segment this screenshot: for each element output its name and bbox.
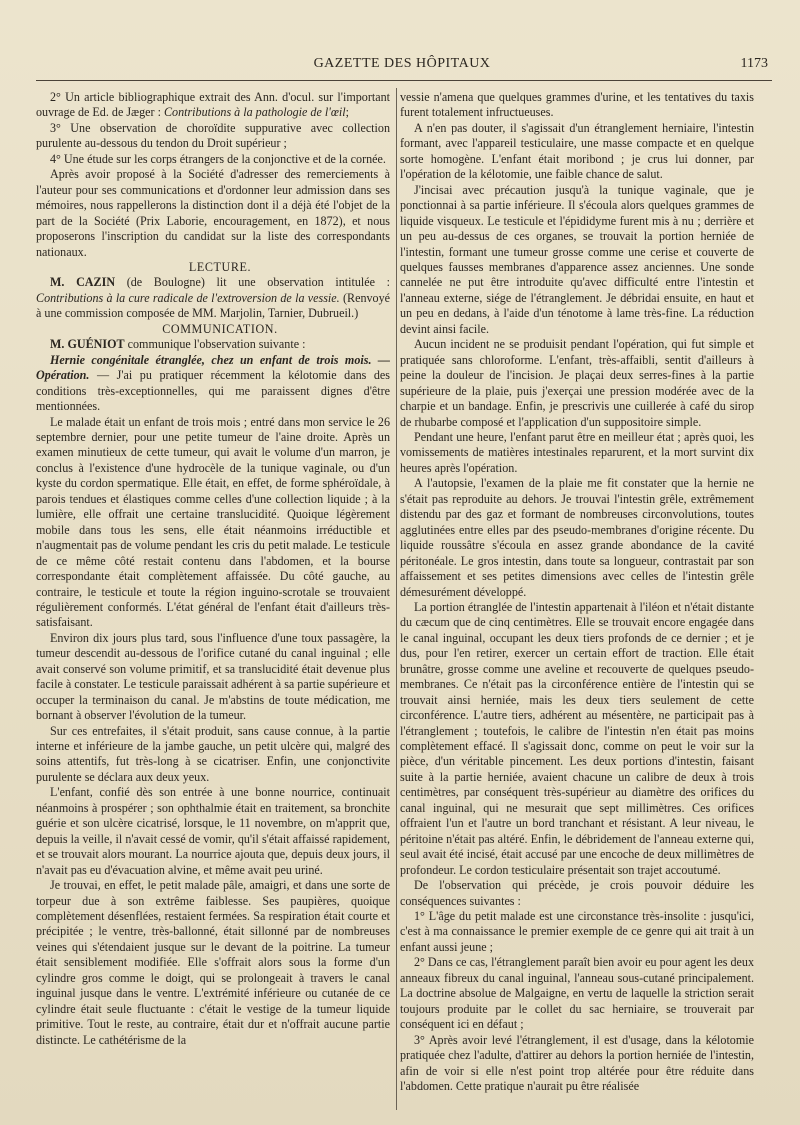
page-header (34, 56, 770, 78)
author-name: M. GUÉNIOT (50, 337, 125, 352)
running-title: GAZETTE DES HÔPITAUX (313, 56, 491, 71)
list-item: 1° L'âge du petit malade est une circonstance très-insolite : jusqu'ici, c'est à ma connaissance le premier exemple de ce genre qui ait trait à un enfant aussi jeune ; (400, 909, 754, 954)
list-item: 3° Une observation de choroïdite suppurative avec collection purulente au-dessous du tendon du Droit supérieur ; (36, 120, 390, 151)
paragraph: M. GUÉNIOT communique l'observation suivante : (50, 337, 306, 352)
list-item: 3° Après avoir levé l'étranglement, il est d'usage, dans la kélotomie pratiquée chez l'adulte, d'attirer au dehors la portion herniée de l'intestin, afin de voir si elle n'est point trop altérée pour être réduite dans l'abdomen. Cette pratique n'aurait pu être réalisée (400, 1032, 754, 1093)
paragraph: Sur ces entrefaites, il s'était produit, sans cause connue, à la partie interne et inférieure de la jambe gauche, un petit ulcère qui, malgré des soins attentifs, fut très-long à se cicatriser. Enfin, une conjonctivite purulente se déclara aux deux yeux. (36, 723, 390, 784)
paragraph: Pendant une heure, l'enfant parut être en meilleur état ; après quoi, les vomissements de matières intestinales reparurent, et la mort survint dix heures après l'opération. (400, 429, 754, 475)
paragraph: A n'en pas douter, il s'agissait d'un étranglement herniaire, l'intestin formant, avec l'appareil testiculaire, une masse compacte et en quelque sorte homogène. L'enfant était moribond ; je crus lui donner, par l'opération de la kélotomie, une faible chance de salut. (400, 120, 754, 182)
paragraph: J'incisai avec précaution jusqu'à la tunique vaginale, que je ponctionnai à sa partie inférieure. Il s'écoula alors quelques grammes de liquide visqueux. Le testicule et l'épididyme furent mis à nu ; derrière et un peu au-dessus de ces organes, se trouvait la portion herniée de l'intestin, formant une tumeur grosse comme une cerise et couverte de quelques fausses membranes d'apparence assez anciennes. Une sonde cannelée ne put être introduite qu'avec difficulté entre l'intestin et l'anneau externe, siége de l'étranglement. Je débridai ensuite, en haut et un peu en dedans, à l'aide d'un ténotome à lame très-fine. La réduction devint ainsi facile. (400, 182, 754, 336)
author-name: M. CAZIN (50, 275, 116, 290)
section-heading-communication: COMMUNICATION. (162, 321, 278, 336)
paragraph: Je trouvai, en effet, le petit malade pâle, amaigri, et dans une sorte de torpeur due à son extrême faiblesse. Ses paupières, quoique complètement désenflées, restaient fermées. Sa respiration était courte et précipitée ; le ventre, très-ballonné, était sillonné par de nombreuses veines qui s'étendaient jusque sur le devant de la poitrine. La tumeur était sensiblement modifiée. Elle s'offrait alors sous la forme d'un cylindre gros comme le doigt, qui se prolongeait à travers le canal inguinal jusque dans le ventre. L'extrémité inférieure ou cutanée de ce cylindre était seule fluctuante : c'était le vestige de la tumeur liquide primitive. Tout le reste, au contraire, était dur et n'offrait aucune partie distincte. Le cathétérisme de la (36, 878, 390, 1047)
article-title: Contributions à la cure radicale de l'extroversion de la vessie. (36, 290, 340, 305)
list-item: 4° Une étude sur les corps étrangers de la conjonctive et de la cornée. (50, 151, 386, 166)
paragraph: Aucun incident ne se produisit pendant l'opération, qui fut simple et pratiquée sans chloroforme. L'enfant, très-affaibli, sentit d'ailleurs à peine la douleur de l'incision. Je plaçai deux serres-fines à la partie supérieure de la plaie, puis j'exerçai une pression modérée avec de la charpie et un bandage. Enfin, je prescrivis une cuillerée à café du sirop de rhubarbe composé et l'application d'un suppositoire simple. (400, 337, 754, 429)
section-heading-lecture: LECTURE. (188, 259, 252, 274)
page-number: 1173 (740, 56, 768, 71)
header-rule (36, 80, 772, 81)
list-item: 2° Dans ce cas, l'étranglement paraît bien avoir eu pour agent les deux anneaux fibreux du canal inguinal, l'anneau sous-cutané principalement. La doctrine absolue de Malgaigne, en vertu de laquelle la striction serait toujours produite par le collet du sac herniaire, se trouverait par conséquent ici en défaut ; (400, 955, 754, 1032)
paragraph: La portion étranglée de l'intestin appartenait à l'iléon et n'était distante du cæcum que de cinq centimètres. Elle se trouvait encore engagée dans le canal inguinal, occupant les deux tiers profonds de ce dernier ; et je dus, pour l'en retirer, exercer un certain effort de traction. Elle était brunâtre, grosse comme une aveline et recouverte de quelques pseudo-membranes. Ce n'était pas la circonférence entière de l'intestin qui se trouvait ainsi herniée, mais les deux tiers seulement de cette circonférence. L'autre tiers, adhérent au mésentère, ne participait pas à l'étranglement ; toutefois, le calibre de l'intestin n'en était pas moins complètement effacé. Il s'agissait donc, comme on peut le voir sur la pièce, d'un véritable pincement. Les deux portions d'intestin, faisant suite à la partie herniée, avaient chacune un calibre de deux à trois centimètres, par conséquent très-supérieur au diamètre des orifices du canal inguinal, qui ne mesurait que sept millimètres. Ces orifices offraient l'un et l'autre un bord tranchant et résistant. A leur niveau, le péritoine n'était pas altéré. Enfin, le débridement de l'anneau externe qui, seul avait été incisé, était accusé par une encoche de deux millimètres de profondeur. Le cordon testiculaire présentait son trajet accoutumé. (400, 599, 754, 877)
paragraph: Environ dix jours plus tard, sous l'influence d'une toux passagère, la tumeur descendit au-dessous de l'orifice cutané du canal inguinal ; elle avait conservé son volume primitif, et sa translucidité était devenue plus facile à constater. Le testicule paraissait adhérent à sa partie supérieure et occuper la terminaison du canal. Je m'abstins de toute médication, me bornant à observer l'évolution de la tumeur. (36, 630, 390, 723)
paragraph: M. CAZIN (de Boulogne) lit une observation intitulée : Contributions à la cure radicale de l'extroversion de la vessie. (Renvoyé à une commission composée de MM. Marjolin, Tarnier, Dubrueil.) (36, 275, 390, 321)
paragraph: Le malade était un enfant de trois mois ; entré dans mon service le 26 septembre dernier, pour une petite tumeur de l'aine droite. Après un examen minutieux de cette tumeur, qui avait le volume d'un marron, je conclus à l'existence d'une hydrocèle de la tunique vaginale, ou d'un kyste du cordon spermatique. Elle était, en effet, de forme sphéroïdale, à parois tendues et élastiques comme celles d'une collection liquide ; à la lumière, elle offrait une certaine translucidité. Quoique légèrement mobile dans tous les sens, elle était néanmoins irréductible et n'augmentait pas de volume pendant les cris du petit malade. Le testicule de ce même côté restait contenu dans l'abdomen, et la bourse correspondante était complètement affaissée. Du côté gauche, au contraire, le testicule et toute la région inguino-scrotale se trouvaient régulièrement conformés. L'état général de l'enfant était d'ailleurs très-satisfaisant. (36, 414, 390, 630)
paragraph: Hernie congénitale étranglée, chez un enfant de trois mois. — Opération. — J'ai pu pratiquer récemment la kélotomie dans des conditions très-exceptionnelles, qui me paraissent dignes d'être mentionnées. (36, 352, 390, 414)
paragraph: De l'observation qui précède, je crois pouvoir déduire les conséquences suivantes : (400, 878, 754, 908)
left-column (36, 90, 390, 1110)
paragraph: Après avoir proposé à la Société d'adresser des remerciements à l'auteur pour ses communications et d'ordonner leur admission dans ses mémoires, nous rappellerons la distinction dont il a déjà été l'objet de la part de la Société (Prix Laborie, encouragement, en 1872), et nous proposerons l'inscription du candidat sur la liste des correspondants nationaux. (36, 167, 390, 259)
list-item: 2° Un article bibliographique extrait des Ann. d'ocul. sur l'important ouvrage de Ed. de Jæger : Contributions à la pathologie de l'œil; (36, 90, 390, 120)
right-column (400, 90, 754, 1110)
paragraph: L'enfant, confié dès son entrée à une bonne nourrice, continuait néanmoins à prospérer ; son ophthalmie était en traitement, sa bronchite guérie et son ulcère cicatrisé, lorsque, le 11 novembre, on m'apprit que, depuis la veille, il n'avait cessé de vomir, qu'il s'était affaissé rapidement, et se trouvait alors mourant. La nourrice ajouta que, depuis deux jours, il n'avait pas eu d'évacuation alvine, et même avait peu uriné. (36, 785, 390, 877)
paragraph: A l'autopsie, l'examen de la plaie me fit constater que la hernie ne s'était pas reproduite au dehors. Je trouvai l'intestin grêle, extrêmement distendu par des gaz et formant de nombreuses circonvolutions, toutes agglutinées entre elles par des pseudo-membranes d'origine récente. Du liquide roussâtre s'écoula en assez grande abondance de la cavité péritonéale. Le gros intestin, dans toute sa longueur, contrastait par son affaissement et ses petites dimensions avec celles de l'intestin grêle démesurément développé. (400, 476, 754, 599)
column-divider (396, 88, 397, 1110)
paragraph: vessie n'amena que quelques grammes d'urine, et les tentatives du taxis furent totalement infructueuses. (400, 90, 754, 120)
case-title: Hernie congénitale étranglée, chez un enfant de trois mois. — Opération. (36, 352, 390, 383)
